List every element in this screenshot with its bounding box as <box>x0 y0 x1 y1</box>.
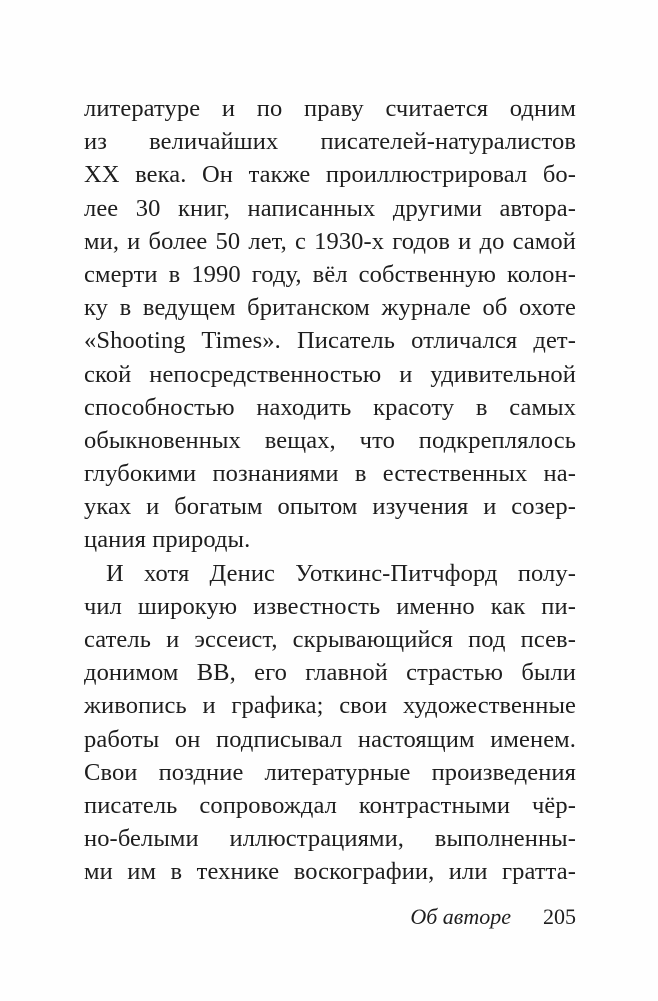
text-line: глубокими познаниями в естественных на- <box>84 460 576 488</box>
text-line: способностью находить красоту в самых <box>84 393 576 421</box>
text-line: ми им в технике воскографии, или гратта- <box>84 858 576 886</box>
paragraph-1 <box>84 92 576 557</box>
text-line: сатель и эссеист, скрывающийся под псев- <box>84 626 576 653</box>
text-line: но-белыми иллюстрациями, выполненны- <box>84 825 576 853</box>
text-line: И хотя Денис Уоткинс-Питчфорд полу- <box>106 559 576 587</box>
text-line: ской непосредственностью и удивительной <box>84 360 576 388</box>
text-line: «Shooting Times». Писатель отличался дет- <box>84 327 576 355</box>
paragraph-2 <box>84 557 576 889</box>
text-line: Свои поздние литературные произведения <box>84 758 576 786</box>
body-text <box>84 92 576 889</box>
text-line: литературе и по праву считается одним <box>84 95 576 122</box>
text-line: из величайших писателей-натуралистов <box>84 128 576 156</box>
text-line: смерти в 1990 году, вёл собственную колон- <box>84 260 576 288</box>
text-line: ку в ведущем британском журнале об охоте <box>84 294 576 322</box>
text-line: цания природы. <box>84 526 251 554</box>
text-line: обыкновенных вещах, что подкреплялось <box>84 426 576 454</box>
text-line: работы он подписывал настоящим именем. <box>84 725 576 753</box>
text-line: чил широкую известность именно как пи- <box>84 592 576 620</box>
text-line: писатель сопровождал контрастными чёр- <box>84 791 576 819</box>
text-line: лее 30 книг, написанных другими автора- <box>84 194 576 222</box>
text-line: ми, и более 50 лет, с 1930-х годов и до самой <box>84 227 576 255</box>
running-head: Об авторе <box>410 904 511 929</box>
text-line: XX века. Он также проиллюстрировал бо- <box>84 161 576 189</box>
page-footer <box>84 904 576 934</box>
text-line: донимом BB, его главной страстью были <box>84 659 576 687</box>
text-line: живопись и графика; свои художественные <box>84 692 576 720</box>
text-line: уках и богатым опытом изучения и созер- <box>84 493 576 521</box>
page-number: 205 <box>543 904 576 929</box>
